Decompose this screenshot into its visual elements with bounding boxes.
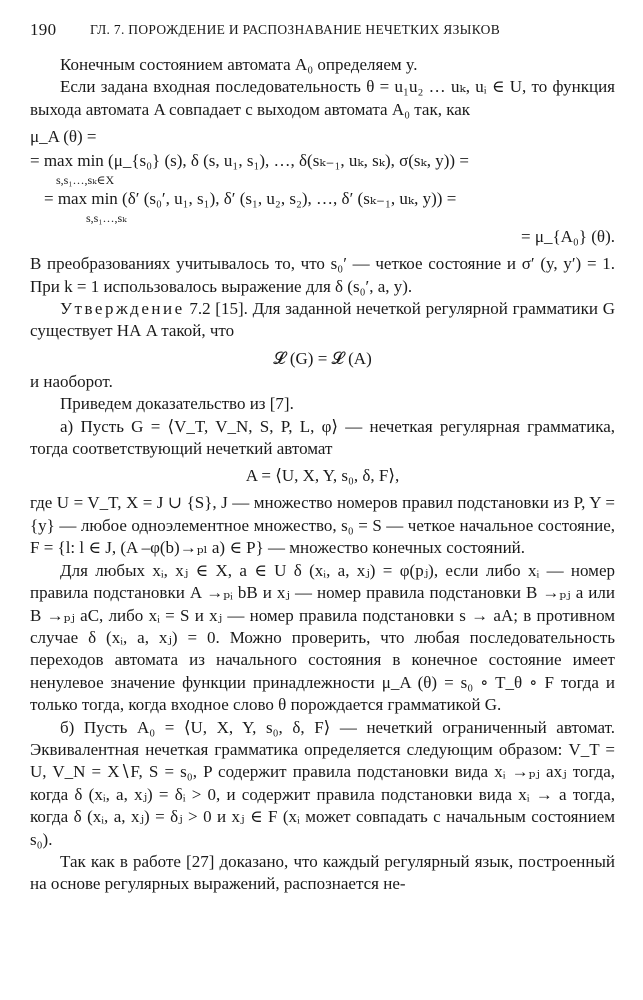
formula-automaton: A = ⟨U, X, Y, s₀, δ, F⟩, [245, 466, 400, 486]
formula-line-1: = max min (μ_{s₀} (s), δ (s, u₁, s₁), …, δ(sₖ₋₁, uₖ, sₖ), σ(sₖ, y)) = [30, 151, 469, 171]
formula-line-2-subscript: s,s₁…,sₖ [86, 211, 127, 226]
paragraph-transition-rules: Для любых xᵢ, xⱼ ∈ X, a ∈ U δ (xᵢ, a, xⱼ) = φ(pⱼ), если либо xᵢ — номер правила подстановки A →ₚᵢ bB и xⱼ — номер правила подстановки B →ₚⱼ a или B →ₚⱼ aC, либо xᵢ = S и xⱼ — номер правила подстановки s → aA; в противном случае δ (xᵢ, a, xⱼ) = 0. Можно проверить, что любая последовательность переходов автомата из начального состояния в конечное состояние имеет ненулевое значение функции принадлежности μ_A (θ) = s₀ ∘ T_θ ∘ F тогда и только тогда, когда входное слово θ порождается грамматикой G. [30, 560, 615, 715]
page [30, 20, 615, 896]
formula-language-equality: 𝓛 (G) = 𝓛 (A) [273, 348, 372, 368]
paragraph-output-function: Если задана входная последовательность θ = u₁u₂ … uₖ, uᵢ ∈ U, то функция выхода автомата A совпадает с выходом автомата A₀ так, как [30, 77, 615, 119]
formula-line-2: = max min (δ′ (s₀′, u₁, s₁), δ′ (s₁, u₂, s₂), …, δ′ (sₖ₋₁, uₖ, y)) = [44, 189, 457, 209]
paragraph-part-b: б) Пусть A₀ = ⟨U, X, Y, s₀, δ, F⟩ — нечеткий ограниченный автомат. Эквивалентная нечеткая грамматика определяется следующим образом: V_T = U, V_N = X∖F, S = s₀, P содержит правила подстановки вида xᵢ →ₚⱼ axⱼ тогда, когда δ (xᵢ, a, xⱼ) = δᵢ > 0, и содержит правила подстановки вида xᵢ → a тогда, когда δ (xᵢ, a, xⱼ) = δⱼ > 0 и xⱼ ∈ F (xᵢ может совпадать с начальным состоянием s₀). [30, 717, 615, 849]
paragraph-definitions: где U = V_T, X = J ∪ {S}, J — множество номеров правил подстановки из P, Y = {y} — любое одноэлементное множество, s₀ = S — четкое начальное состояние, F = {l: l ∈ J, (A –φ(b)→ₚₗ a) ∈ P} — множество конечных состояний. [30, 493, 615, 558]
page-number: 190 [30, 20, 57, 39]
paragraph-regular-languages: Так как в работе [27] доказано, что каждый регулярный язык, построенный на основе регулярных выражений, распознается не- [30, 851, 615, 894]
formula-line-1-subscript: s,s₁…,sₖ∈X [56, 173, 115, 188]
paragraph-statement [30, 298, 615, 343]
formula-line-3: = μ_{A₀} (θ). [521, 227, 615, 247]
statement-label: Утверждение [60, 299, 185, 319]
paragraph-vice-versa: и наоборот. [30, 371, 113, 391]
paragraph-final-state: Конечным состоянием автомата A₀ определяем y. [60, 55, 418, 74]
paragraph-part-a: а) Пусть G = ⟨V_T, V_N, S, P, L, φ⟩ — нечеткая регулярная грамматика, тогда соответствующий нечеткий автомат [30, 416, 615, 459]
running-head: ГЛ. 7. ПОРОЖДЕНИЕ И РАСПОЗНАВАНИЕ НЕЧЕТКИХ ЯЗЫКОВ [90, 22, 501, 37]
page-header [30, 20, 615, 46]
formula-mu-a: μ_A (θ) = [30, 127, 97, 147]
paragraph-proof-intro: Приведем доказательство из [7]. [60, 394, 294, 414]
paragraph-transformations: В преобразованиях учитывалось то, что s₀′ — четкое состояние и σ′ (y, y′) = 1. При k = 1 использовалось выражение для δ (s₀′, a, y). [30, 254, 615, 296]
statement-text: 7.2 [15]. Для заданной нечеткой регулярной грамматики G существует НА A такой, что [30, 299, 615, 341]
